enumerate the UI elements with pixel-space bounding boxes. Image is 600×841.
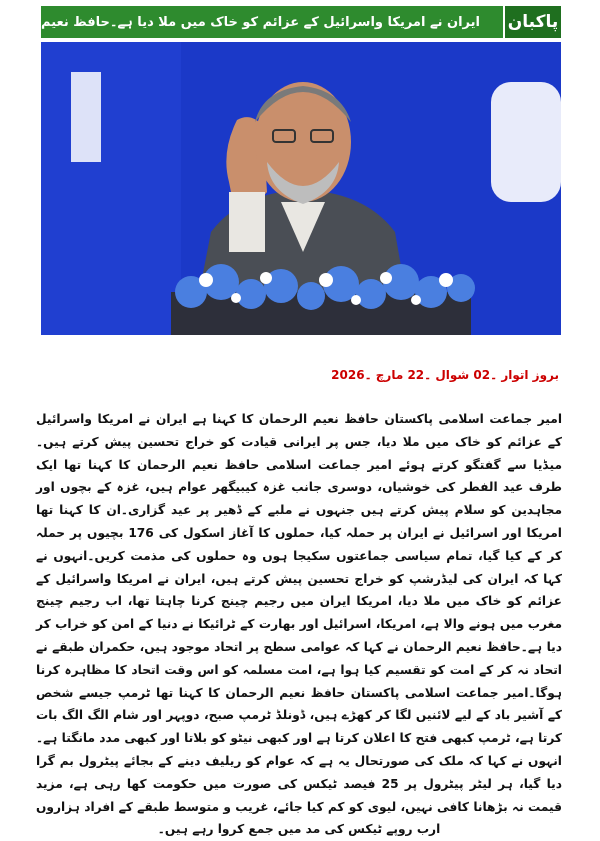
header-bar — [41, 6, 561, 38]
article-body: امیر جماعت اسلامی پاکستان حافظ نعیم الرحمان کا کہنا ہے ایران نے امریکا واسرائیل کے عزائم کو خاک میں ملا دیا، جس پر ایرانی قیادت کو خراج تحسین پیش کرتے ہیں۔میڈیا سے گفتگو کرتے ہوئے امیر جماعت اسلامی حافظ نعیم الرحمان کا کہنا تھا ایک طرف عید الفطر کی خوشیاں، دوسری جانب غزہ کیبیگھر عوام ہیں، غزہ کے بچوں اور مجاہدین کو سلام پیش کرتے ہیں جنہوں نے ملبے کے ڈھیر پر عید گزاری۔ان کا کہنا تھا امریکا اور اسرائیل نے ایران پر حملہ کیا، حملوں کا آغاز اسکول کی 176 بچیوں پر حملہ کر کے کیا گیا، تمام سیاسی جماعتوں سکیجا ہوں وہ حملوں کی مذمت کریں۔انہوں نے کہا کہ ایران کی لیڈرشپ کو خراج تحسین پیش کرتے ہیں، ایران نے امریکا واسرائیل کے عزائم کو خاک میں ملا دیا، امریکا ایران میں رجیم چینج کرنا چاہتا تھا، اب رجیم چینج مغرب میں ہونے والا ہے، امریکا، اسرائیل اور بھارت کے ٹرائیکا نے دنیا کے امن کو خراب کر دیا ہے۔حافظ نعیم الرحمان نے کہا کہ عوامی سطح پر اتحاد موجود ہیں، حکمران طبقے نے اتحاد نہ کر کے امت کو تقسیم کیا ہوا ہے، امت مسلمہ کو اس وقت اتحاد کا مظاہرہ کرنا ہوگا۔امیر جماعت اسلامی پاکستان حافظ نعیم الرحمان کا کہنا تھا ٹرمپ جیسے شخص کے آشیر باد کے لیے لائنیں لگا کر کھڑے ہیں، ڈونلڈ ٹرمپ صبح، دوپہر اور شام الگ الگ بات کرتا ہے، ٹرمپ کبھی فتح کا اعلان کرتا ہے اور کبھی نیٹو کو بلاتا اور کبھی مدد مانگتا ہے۔انہوں نے کہا کہ ملک کی صورتحال یہ ہے کہ عوام کو ریلیف دینے کے بجائے پیٹرول بم گرا دیا گیا، ہر لیٹر پیٹرول پر 25 فیصد ٹیکس کی صورت میں حکومت کھا رہی ہے، مزید قیمت نہ بڑھانا کافی نہیں، لیوی کو کم کیا جائے، غریب و متوسط طبقے کے افراد ہزاروں ارب روپے ٹیکس کی مد میں جمع کروا رہے ہیں۔ — [36, 412, 562, 837]
backdrop-left — [41, 42, 181, 335]
brand-logo: پاکبان — [503, 6, 561, 38]
backdrop-letter-2 — [71, 72, 101, 162]
sleeve — [229, 192, 265, 252]
headline: ایران نے امریکا واسرائیل کے عزائم کو خاک میں ملا دیا ہے۔حافظ نعیم — [41, 6, 503, 38]
backdrop-letter — [491, 82, 561, 202]
speaker-photo — [41, 42, 561, 335]
speaker-photo-illustration — [41, 42, 561, 335]
dateline: بروز اتوار ۔02 شوال ۔22 مارچ ۔2026 — [331, 368, 559, 382]
